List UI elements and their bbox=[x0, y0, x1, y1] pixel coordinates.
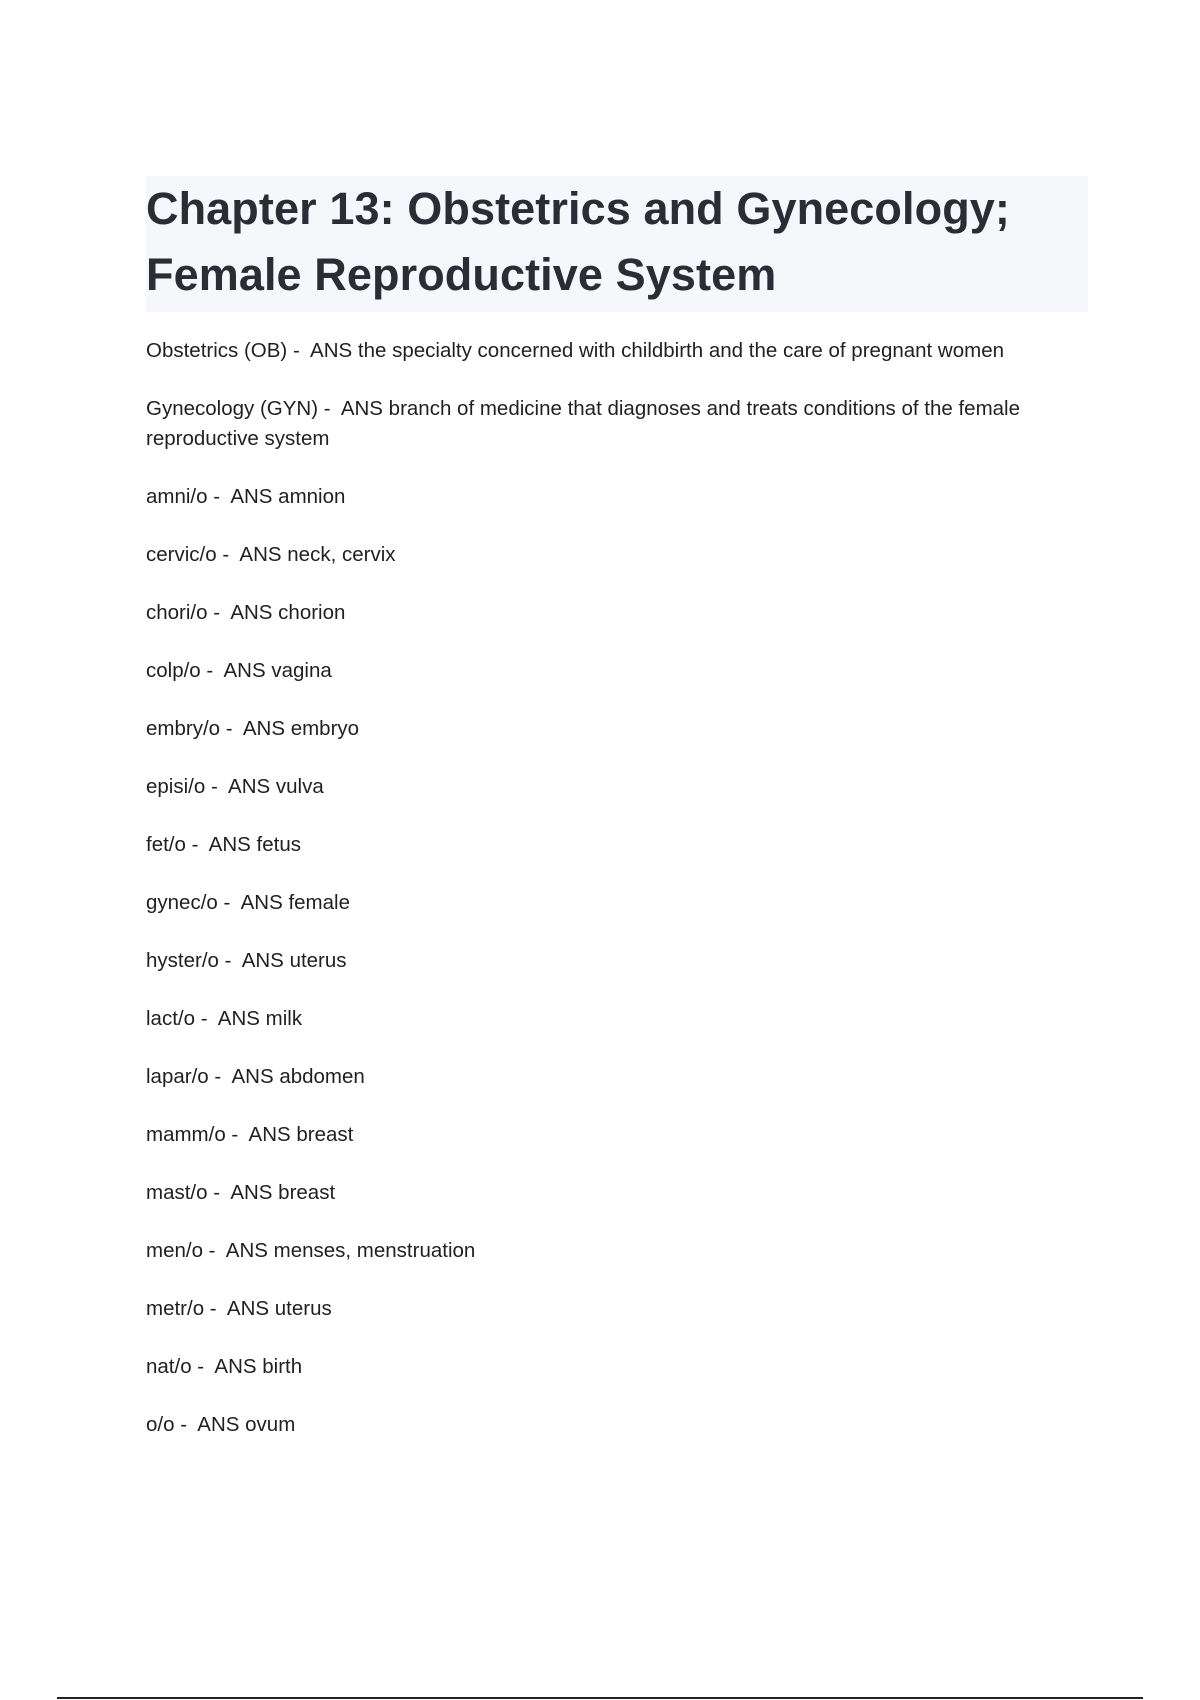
entry-definition: vulva bbox=[275, 775, 324, 798]
entry-term: lapar/o bbox=[146, 1065, 209, 1088]
entry-separator: - ANS bbox=[195, 1007, 266, 1030]
title-line-2: Female Reproductive System bbox=[146, 249, 777, 300]
entry-term: Obstetrics (OB) bbox=[146, 339, 288, 362]
entry-term: chori/o bbox=[146, 601, 208, 624]
entry-term: hyster/o bbox=[146, 949, 219, 972]
entry-definition: birth bbox=[262, 1355, 303, 1378]
entry-term: mast/o bbox=[146, 1181, 208, 1204]
entry-separator: - ANS bbox=[207, 601, 279, 624]
entry-definition: abdomen bbox=[279, 1065, 365, 1088]
entry-separator: - ANS bbox=[204, 1297, 275, 1320]
glossary-entry bbox=[146, 1352, 1096, 1382]
glossary-entry bbox=[146, 540, 1096, 570]
entry-term: cervic/o bbox=[146, 543, 217, 566]
entry-term: amni/o bbox=[146, 485, 208, 508]
entry-definition: breast bbox=[296, 1123, 354, 1146]
entry-separator: - ANS bbox=[205, 775, 276, 798]
entry-term: colp/o bbox=[146, 659, 201, 682]
entry-separator: - ANS bbox=[217, 891, 289, 914]
glossary-entry bbox=[146, 1294, 1096, 1324]
entry-separator: - ANS bbox=[220, 717, 291, 740]
entry-definition: ovum bbox=[245, 1413, 296, 1436]
entry-definition: female bbox=[288, 891, 350, 914]
entry-definition: menses, menstruation bbox=[273, 1239, 476, 1262]
glossary-entry bbox=[146, 1120, 1096, 1150]
glossary-entry bbox=[146, 714, 1096, 744]
entry-separator: - ANS bbox=[208, 1065, 280, 1088]
entry-definition: chorion bbox=[278, 601, 346, 624]
entry-definition: amnion bbox=[278, 485, 346, 508]
entry-separator: - ANS bbox=[200, 659, 272, 682]
entry-separator: - ANS bbox=[216, 543, 288, 566]
glossary-entry bbox=[146, 336, 1096, 366]
entry-term: mamm/o bbox=[146, 1123, 226, 1146]
glossary-entry bbox=[146, 1004, 1096, 1034]
entry-definition: fetus bbox=[256, 833, 301, 856]
glossary-entry bbox=[146, 1062, 1096, 1092]
entry-separator: - ANS bbox=[207, 1181, 279, 1204]
page-title bbox=[146, 176, 1088, 308]
entry-definition: neck, cervix bbox=[287, 543, 396, 566]
entry-definition: milk bbox=[265, 1007, 303, 1030]
glossary-entry bbox=[146, 888, 1096, 918]
title-line-1: Chapter 13: Obstetrics and Gynecology; bbox=[146, 183, 1011, 234]
entry-term: fet/o bbox=[146, 833, 186, 856]
entry-definition: uterus bbox=[274, 1297, 332, 1320]
glossary-entry bbox=[146, 656, 1096, 686]
entry-definition: branch of medicine that diagnoses and treats conditions of the female reproductive system bbox=[146, 397, 1026, 450]
entry-definition: breast bbox=[278, 1181, 336, 1204]
entry-definition: uterus bbox=[289, 949, 347, 972]
entry-separator: - ANS bbox=[174, 1413, 246, 1436]
page-bottom-rule bbox=[57, 1697, 1143, 1699]
glossary-entry bbox=[146, 946, 1096, 976]
glossary-entry bbox=[146, 1178, 1096, 1208]
entry-separator: - ANS bbox=[202, 1239, 274, 1262]
glossary-entry bbox=[146, 1410, 1096, 1440]
glossary-entry bbox=[146, 772, 1096, 802]
entry-separator: - ANS bbox=[185, 833, 257, 856]
entry-separator: - ANS bbox=[318, 397, 389, 420]
entry-separator: - ANS bbox=[207, 485, 279, 508]
glossary-entry bbox=[146, 482, 1096, 512]
entry-separator: - ANS bbox=[225, 1123, 297, 1146]
entry-term: Gynecology (GYN) bbox=[146, 397, 319, 420]
glossary-entry bbox=[146, 830, 1096, 860]
glossary-list bbox=[146, 336, 1096, 1468]
entry-term: embry/o bbox=[146, 717, 221, 740]
entry-definition: embryo bbox=[290, 717, 360, 740]
entry-term: lact/o bbox=[146, 1007, 195, 1030]
glossary-entry bbox=[146, 598, 1096, 628]
entry-separator: - ANS bbox=[191, 1355, 263, 1378]
entry-term: o/o bbox=[146, 1413, 175, 1436]
entry-term: gynec/o bbox=[146, 891, 218, 914]
entry-separator: - ANS bbox=[287, 339, 358, 362]
glossary-entry bbox=[146, 1236, 1096, 1266]
entry-term: men/o bbox=[146, 1239, 203, 1262]
title-block bbox=[146, 176, 1088, 312]
entry-term: metr/o bbox=[146, 1297, 205, 1320]
entry-definition: the specialty concerned with childbirth and the care of pregnant women bbox=[357, 339, 1005, 362]
entry-term: episi/o bbox=[146, 775, 206, 798]
entry-term: nat/o bbox=[146, 1355, 192, 1378]
entry-definition: vagina bbox=[271, 659, 332, 682]
glossary-entry bbox=[146, 394, 1096, 454]
entry-separator: - ANS bbox=[218, 949, 290, 972]
